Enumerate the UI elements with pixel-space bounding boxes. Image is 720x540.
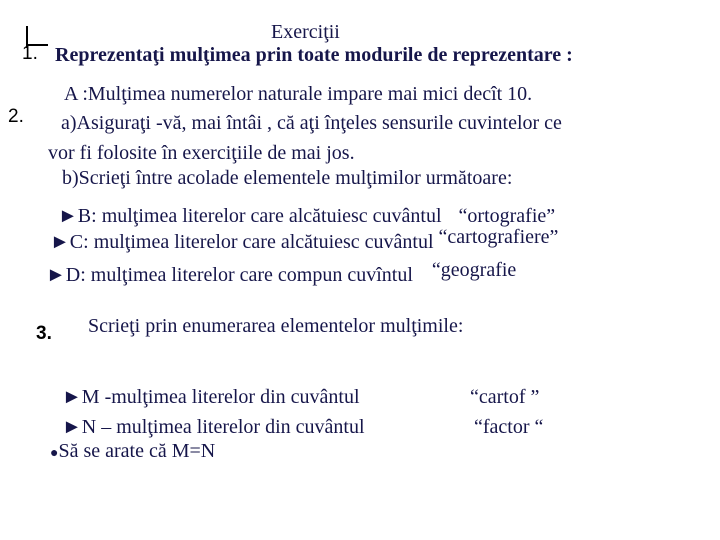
item-2-part-a-line-2: vor fi folosite în exerciţiile de mai jos. [48, 142, 355, 164]
item-3-text: Scrieţi prin enumerarea elementelor mulţimile: [88, 315, 464, 337]
bullet-d-word: “geografie [431, 259, 517, 281]
item-2-number: 2. [8, 106, 24, 127]
triangle-bullet-icon: ► [62, 386, 82, 408]
bullet-b [58, 204, 555, 228]
bullet-m-word: “cartof ” [470, 386, 540, 408]
triangle-bullet-icon: ► [50, 231, 70, 253]
item-3-number: 3. [36, 323, 52, 344]
bullet-b-word: “ortografie” [458, 205, 556, 227]
item-1-number: 1. [22, 43, 38, 64]
bullet-c [50, 226, 559, 254]
bullet-d [46, 259, 517, 287]
note-line [50, 439, 215, 466]
circle-bullet-icon: ● [50, 446, 59, 461]
item-2-part-b: b)Scrieţi între acolade elementele mulţimilor următoare: [62, 167, 513, 189]
bullet-n [62, 415, 365, 439]
note-text: Să se arate că M=N [58, 440, 216, 462]
bullet-n-word: “factor “ [474, 416, 544, 438]
triangle-bullet-icon: ► [46, 264, 66, 286]
bullet-m-text: M -mulţimea literelor din cuvântul [81, 386, 360, 408]
set-a-definition: A :Mulţimea numerelor naturale impare mai mici decît 10. [64, 83, 533, 105]
bullet-c-word: “cartografiere” [438, 226, 559, 248]
triangle-bullet-icon: ► [58, 205, 78, 227]
item-2-part-a-line-1: a)Asiguraţi -vă, mai întâi , că aţi înţeles sensurile cuvintelor ce [61, 112, 562, 134]
bullet-c-text: C: mulţimea literelor care alcătuiesc cuvântul [69, 231, 434, 253]
item-1-text: Reprezentaţi mulţimea prin toate modurile de reprezentare : [55, 44, 573, 66]
bullet-d-text: D: mulţimea literelor care compun cuvîntul [65, 264, 413, 286]
bullet-b-text: B: mulţimea literelor care alcătuiesc cuvântul [77, 205, 442, 227]
page-title: Exerciţii [271, 21, 340, 43]
triangle-bullet-icon: ► [62, 416, 82, 438]
bullet-m [62, 385, 360, 409]
bullet-n-text: N – mulţimea literelor din cuvântul [81, 416, 365, 438]
